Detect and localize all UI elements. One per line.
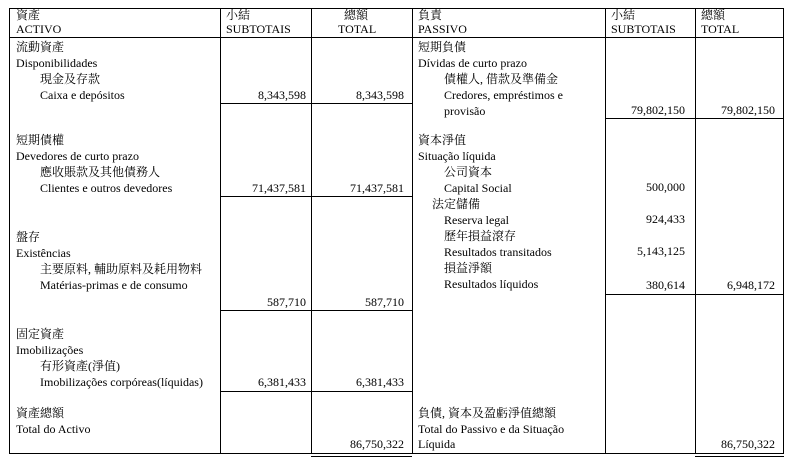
- rule-bottom-1: [9, 453, 784, 454]
- header-liab-subtotal-zh: 小結: [611, 8, 636, 22]
- header-liab-total-pt: TOTAL: [701, 22, 740, 36]
- liab-capital-pt: Capital Social: [444, 181, 512, 195]
- rule-asset-sub-3: [220, 310, 412, 311]
- liab-legal-reserve-pt: Reserva legal: [444, 213, 509, 227]
- assets-devedores-pt: Devedores de curto prazo: [16, 149, 139, 163]
- assets-cash-pt: Caixa e depósitos: [40, 88, 125, 102]
- header-assets-pt: ACTIVO: [16, 22, 62, 36]
- rule-liab-sub-1: [605, 118, 784, 119]
- liab-equity-zh: 資本淨值: [418, 133, 467, 147]
- rule-liab-total: [695, 8, 696, 454]
- assets-tangible-subtotal: 6,381,433: [258, 375, 306, 389]
- liab-equity-pt: Situação líquida: [418, 149, 496, 163]
- assets-materials-total: 587,710: [365, 295, 404, 309]
- liab-creditors-subtotal: 79,802,150: [631, 103, 685, 117]
- assets-grand-total: 86,750,322: [350, 437, 404, 451]
- assets-cash-total: 8,343,598: [356, 88, 404, 102]
- liab-retained-pt: Resultados transitados: [444, 245, 552, 259]
- liab-st-debt-pt: Dívidas de curto prazo: [418, 56, 527, 70]
- liab-capital-zh: 公司資本: [444, 165, 493, 179]
- assets-fixed-zh: 固定資產: [16, 327, 65, 341]
- liab-retained-subtotal: 5,143,125: [637, 244, 685, 258]
- liab-capital-subtotal: 500,000: [646, 180, 685, 194]
- header-total-pt: TOTAL: [338, 22, 377, 36]
- rule-left-border: [9, 8, 10, 454]
- assets-materials-pt: Matérias-primas e de consumo: [40, 278, 188, 292]
- rule-center: [412, 8, 413, 454]
- liab-total-pt-1: Total do Passivo e da Situação: [418, 422, 565, 436]
- assets-tangible-zh: 有形資產(淨值): [40, 359, 120, 373]
- header-assets-zh: 資產: [16, 8, 41, 22]
- assets-disp-pt: Disponibilidades: [16, 56, 98, 70]
- assets-clients-total: 71,437,581: [350, 181, 404, 195]
- liab-creditors-total: 79,802,150: [721, 103, 775, 117]
- header-subtotal-pt: SUBTOTAIS: [226, 22, 291, 36]
- assets-fixed-pt: Imobilizações: [16, 343, 84, 357]
- rule-bottom-3: [695, 456, 784, 457]
- rule-bottom-2: [311, 456, 412, 457]
- assets-clients-zh: 應收賬款及其他債務人: [40, 165, 161, 179]
- liab-legal-reserve-zh: 法定儲備: [432, 197, 481, 211]
- header-total-zh: 總額: [344, 8, 369, 22]
- assets-total-zh: 資產總額: [16, 406, 65, 420]
- assets-tangible-pt: Imobilizações corpóreas(líquidas): [40, 375, 203, 389]
- liab-creditors-pt-1: Credores, empréstimos e: [444, 88, 563, 102]
- assets-cash-subtotal: 8,343,598: [258, 88, 306, 102]
- assets-clients-pt: Clientes e outros devedores: [40, 181, 173, 195]
- liab-total-pt-2: Líquida: [418, 437, 456, 451]
- liab-st-debt-zh: 短期負債: [418, 40, 467, 54]
- assets-cash-zh: 現金及存款: [40, 72, 101, 86]
- liab-net-result-pt: Resultados líquidos: [444, 277, 539, 291]
- assets-inventory-pt: Existências: [16, 246, 71, 260]
- liab-grand-total: 86,750,322: [721, 437, 775, 451]
- rule-liab-subtotal: [605, 8, 606, 454]
- rule-asset-sub-2: [220, 196, 412, 197]
- liab-creditors-zh: 債權人, 借款及準備金: [444, 72, 559, 86]
- liab-net-result-zh: 損益淨額: [444, 261, 493, 275]
- header-liab-pt: PASSIVO: [418, 22, 467, 36]
- header-subtotal-zh: 小結: [226, 8, 251, 22]
- rule-right-border: [783, 8, 784, 454]
- liab-net-result-subtotal: 380,614: [646, 278, 685, 292]
- rule-liab-sub-2: [605, 294, 784, 295]
- header-liab-total-zh: 總額: [701, 8, 726, 22]
- assets-tangible-total: 6,381,433: [356, 375, 404, 389]
- liab-equity-total: 6,948,172: [727, 278, 775, 292]
- rule-top: [9, 8, 784, 9]
- liab-total-zh: 負債, 資本及盈虧淨值總額: [418, 406, 557, 420]
- assets-st-receivables-zh: 短期債權: [16, 133, 65, 147]
- liab-retained-zh: 歷年損益滾存: [444, 229, 517, 243]
- assets-total-pt: Total do Activo: [16, 422, 91, 436]
- rule-asset-sub-1: [220, 103, 412, 104]
- header-liab-zh: 負責: [418, 8, 443, 22]
- assets-materials-zh: 主要原料, 輔助原料及耗用物料: [40, 262, 203, 276]
- rule-header-bottom: [9, 37, 784, 38]
- rule-asset-sub-4: [220, 391, 412, 392]
- liab-legal-reserve-subtotal: 924,433: [646, 212, 685, 226]
- header-liab-subtotal-pt: SUBTOTAIS: [611, 22, 676, 36]
- assets-clients-subtotal: 71,437,581: [252, 181, 306, 195]
- liab-creditors-pt-2: provisão: [444, 104, 486, 118]
- assets-materials-subtotal: 587,710: [267, 295, 306, 309]
- assets-inventory-zh: 盤存: [16, 230, 41, 244]
- assets-current-zh: 流動資產: [16, 40, 65, 54]
